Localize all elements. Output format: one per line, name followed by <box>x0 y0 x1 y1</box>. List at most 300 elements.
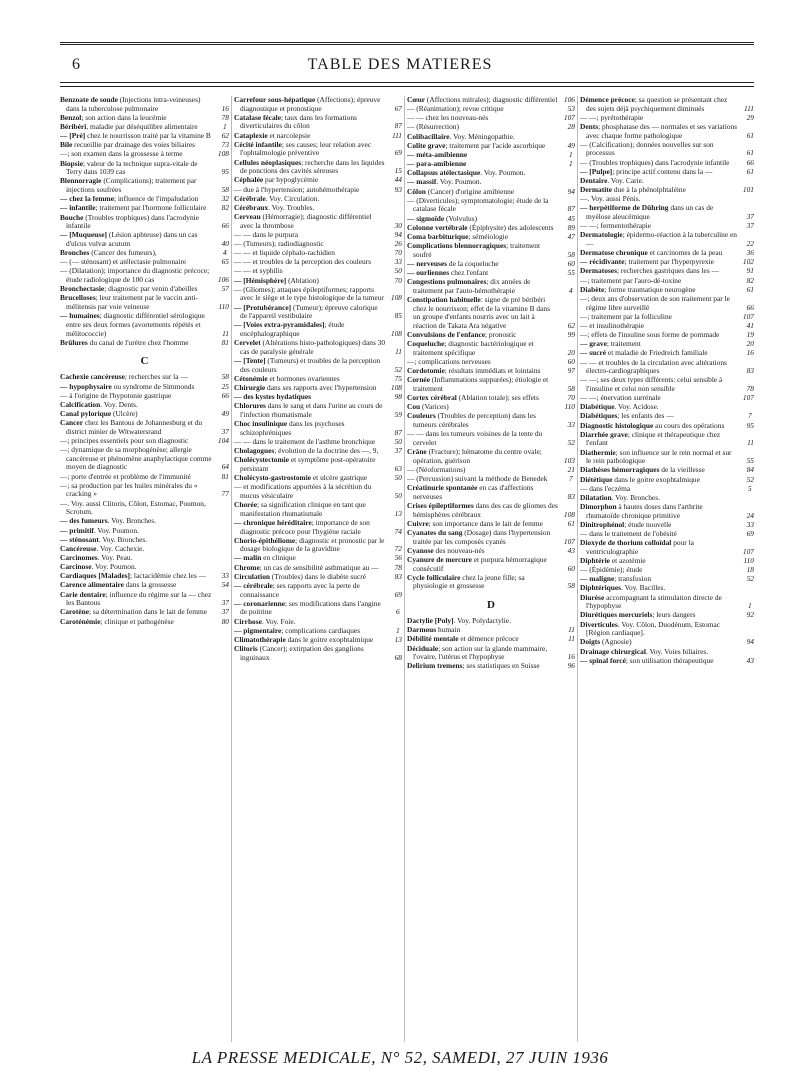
entry-term: Cholécysto-gastrostomie <box>234 473 312 483</box>
entry-page-number: 61 <box>746 130 754 140</box>
entry-text: . Voy. Dents. <box>100 399 138 409</box>
entry-term: Diabétiques <box>580 411 618 421</box>
entry-term: — maligne <box>580 574 615 584</box>
entry-term: Dermatologie <box>580 230 623 240</box>
entry-text: et maladie de Friedreich familiale <box>606 348 708 358</box>
entry-term: Côlon <box>407 186 426 196</box>
entry-text: —. Voy. aussi Clitoris, Côlon, Estomac, Poumon, Scrotum. <box>60 498 206 517</box>
entry-page-number: 40 <box>221 239 229 248</box>
entry-page-number: 61 <box>746 284 754 294</box>
entry-text: (Lésion aphteuse) dans un cas d'ulcus vulvæ acutum <box>66 230 198 248</box>
index-entry: — (Percussion) suivant la méthode de Benedek 7 <box>407 474 573 484</box>
entry-term: — [Muqueuse] <box>60 230 108 240</box>
index-entry: — dans l'eczéma 5 <box>580 483 752 493</box>
entry-text: . Voy. Foie. <box>261 616 296 626</box>
entry-text: ; phosphatase des — normales et ses variations avec chaque forme pathologique <box>586 121 738 140</box>
entry-term: Dinitrophénol <box>580 519 625 529</box>
entry-text: —; traitement par l'auro-dé-toxine <box>580 275 682 285</box>
entry-page-number: 54 <box>221 580 229 590</box>
entry-term: Chorio-épithéliome <box>234 535 296 545</box>
entry-page-number: 61 <box>567 518 575 528</box>
entry-term: Cycle folliculaire <box>407 572 461 582</box>
entry-term: Carcinose <box>60 562 92 572</box>
entry-text: — (— sténosant) et atélectasie pulmonaire <box>60 257 187 267</box>
entry-term: Brucelloses <box>60 293 96 303</box>
entry-term: Dermatite <box>580 185 613 195</box>
entry-text: . Voy. Cachexie. <box>96 543 145 553</box>
entry-text: — —; fermentothérapie <box>580 221 652 231</box>
entry-term: Cordotomie <box>407 366 445 376</box>
entry-page-number: 52 <box>746 574 754 584</box>
entry-text: — à l'origine de l'hypotonie gastrique <box>60 390 172 400</box>
entry-text: —; deux ans d'observation de son traitement par le régime libre surveillé <box>580 293 730 312</box>
entry-text: ; ses modifications dans l'angine de poitrine <box>240 598 381 617</box>
entry-text: — —; énervation surrénale <box>580 393 661 403</box>
column-divider <box>577 96 578 1042</box>
entry-text: ; recherche dans les liquides de ponctions des cavités séreuses <box>240 157 385 176</box>
index-entry: Bronches (Cancer des fumeurs), 4 <box>60 248 227 258</box>
entry-term: Collapsus atélectasique <box>407 168 481 178</box>
entry-term: — para-amibienne <box>407 159 467 169</box>
entry-page-number: 80 <box>221 616 229 626</box>
entry-text: —. Voy. aussi Pénis. <box>580 194 641 204</box>
entry-text: — — et troubles de la circulation avec altérations électro-cardiographiques <box>580 357 727 376</box>
entry-text: — (Dilatation); importance du diagnostic précoce; étude radiologique de 100 cas <box>60 266 210 285</box>
entry-text: (Épiphysite) des adolescents <box>467 222 554 232</box>
entry-text: ; épidermo-réaction à la tuberculine en — <box>586 230 737 248</box>
entry-term: Céphalée <box>234 175 264 185</box>
entry-text: . Voy. Poumon. <box>91 562 137 572</box>
entry-text: ; un cas de sensibilité asthmatique au — <box>259 562 379 572</box>
entry-text: . Voy. Côlon, Duodénum, Estomac [Région cardiaque]. <box>586 619 721 638</box>
entry-page-number: 60 <box>567 563 575 573</box>
entry-text: — dans le traitement de l'obésité <box>580 529 677 538</box>
index-entry: — pigmentaire; complications cardiaques 1 <box>234 625 400 635</box>
entry-page-number: 84 <box>746 465 754 475</box>
entry-term: Dioxyde de thorium colloïdal <box>580 538 672 548</box>
entry-page-number: 66 <box>746 302 754 312</box>
entry-term: Débilité mentale <box>407 634 459 644</box>
entry-page-number: 107 <box>563 536 575 546</box>
page-number: 6 <box>72 56 80 73</box>
entry-text: chez l'enfant <box>449 267 489 277</box>
entry-text: et carcinomes de la peau <box>647 248 723 258</box>
entry-page-number: 45 <box>567 213 575 223</box>
entry-text: (Tumeur); épreuve calorique de l'appareil vestibulaire <box>240 302 378 321</box>
entry-text: ; diagnostic par venin d'abeilles <box>104 284 198 294</box>
entry-text: ; recherches gastriques dans les — <box>616 266 719 276</box>
entry-text: du canal de l'urètre chez l'homme <box>87 337 189 347</box>
entry-text: — — et liquide céphalo-rachidien <box>234 248 335 258</box>
index-entry <box>407 662 575 671</box>
index-entry <box>60 500 229 517</box>
entry-text: — (Gliomes); attaques épileptiformes; rapports avec le siège et le type histologique de la tumeur <box>234 284 384 303</box>
entry-page-number: 58 <box>567 249 575 259</box>
entry-text: ; principe actif contenu dans la — <box>612 166 713 176</box>
index-entry: — méta-amibienne 1 <box>407 149 573 159</box>
entry-text: chez le nourrisson traité par la vitamine B <box>85 131 211 141</box>
index-entry <box>234 357 402 374</box>
index-entry <box>60 177 229 194</box>
entry-text: . Voy. Méningopathie. <box>449 131 515 141</box>
entry-page-number: 78 <box>746 384 754 393</box>
entry-text: (Altérations histo-pathologiques) dans 30 cas de paralysie générale <box>240 338 386 356</box>
entry-page-number: 62 <box>567 320 575 330</box>
entry-text: ; diagnostic bactériologique et traitement spécifique <box>413 339 534 357</box>
index-entry <box>580 141 754 158</box>
entry-term: Bronches <box>60 248 90 258</box>
entry-text: ; forme traumatique neurogène <box>604 284 696 294</box>
entry-text: ; traitement par l'hyperpyrexie <box>624 257 714 267</box>
index-entry <box>407 340 575 357</box>
entry-text: ; influence du régime sur la — chez les Bantous <box>66 589 212 608</box>
entry-page-number: 60 <box>567 357 575 367</box>
entry-text: des nouveau-nés <box>433 545 485 555</box>
entry-page-number: 29 <box>746 112 754 122</box>
entry-term: Doigts <box>580 637 601 647</box>
entry-text: — —; ses deux types différents: celui sensible à l'insuline et celui non sensible <box>580 375 723 393</box>
entry-page-number: 37 <box>394 446 402 456</box>
entry-page-number: 69 <box>394 589 402 599</box>
entry-term: Cuivre <box>407 518 429 528</box>
entry-text: —; principes essentiels pour son diagnostic <box>60 435 189 445</box>
journal-footer <box>0 1048 800 1068</box>
entry-term: Benzol <box>60 112 82 122</box>
entry-text: ; les enfants des — <box>617 411 674 421</box>
entry-text: ; son action sur la glande mammaire, l'ovaire, l'utérus et l'hypophyse <box>413 643 548 662</box>
entry-text: ; séméiologie <box>468 231 509 241</box>
entry-term: Diurétiques mercuriels <box>580 610 653 620</box>
entry-page-number: 78 <box>221 112 229 122</box>
entry-term: Cyanure de mercure <box>407 554 472 564</box>
section-letter: C <box>140 355 149 368</box>
entry-page-number: 59 <box>394 409 402 419</box>
entry-page-number: 58 <box>567 384 575 393</box>
index-entry <box>407 502 575 519</box>
index-entry: Béribéri, maladie par déséquilibre alimentaire 1 <box>60 121 227 131</box>
entry-text: —; sa production par les huiles minérales du « cracking » <box>60 480 198 499</box>
entry-text: (Volvulus) <box>444 213 478 223</box>
entry-page-number: 41 <box>746 320 754 330</box>
entry-text: ; sa détermination dans le lait de femme <box>89 607 208 617</box>
index-entry: Diabétiques; les enfants des — 7 <box>580 411 752 421</box>
entry-text: ; pronostic <box>485 330 517 340</box>
entry-term: — des fumeurs <box>60 516 108 526</box>
entry-page-number: 26 <box>394 239 402 248</box>
entry-term: — sucré <box>580 348 607 358</box>
entry-text: —; effets de l'insuline sous forme de pommade <box>580 330 720 340</box>
entry-page-number: 106 <box>217 275 229 285</box>
entry-page-number: 32 <box>221 194 229 204</box>
entry-term: Cancer <box>60 418 83 428</box>
entry-term: — herpétiforme de Dühring <box>580 203 669 213</box>
entry-page-number: 108 <box>563 509 575 519</box>
entry-term: Calcification <box>60 399 101 409</box>
entry-text: et symptôme post-opératoire persistant <box>240 455 376 473</box>
entry-text: à hautes doses dans l'arthrite rhumatoïde chronique primitive <box>586 502 703 520</box>
index-entry <box>60 482 229 499</box>
entry-page-number: 67 <box>394 103 402 113</box>
entry-text: ; taux dans les formations diverticulaires du côlon <box>240 112 357 131</box>
entry-term: Circulation <box>234 571 270 581</box>
entry-term: Cardiaques [Malades] <box>60 571 131 581</box>
entry-text: pour la ventriculographie <box>586 538 694 556</box>
entry-text: en clinique <box>261 553 296 563</box>
entry-page-number: 37 <box>221 607 229 617</box>
entry-text: (Inflammations suppurées); étiologie et traitement <box>413 375 549 393</box>
entry-term: Diabète <box>580 284 605 294</box>
entry-term: Cataplexie <box>234 130 268 140</box>
entry-page-number: 95 <box>746 420 754 430</box>
entry-term: — infantile <box>60 203 96 213</box>
entry-text: — (Troubles trophiques) dans l'acrodynie infantile <box>580 157 730 167</box>
entry-term: — hypophysaire <box>60 381 112 391</box>
index-entry <box>60 96 229 113</box>
entry-text: dans un cas de myélose aleucémique <box>586 203 714 222</box>
entry-text: due à la phénolphtaléine <box>612 185 686 195</box>
entry-text: ; recherches sur la — <box>124 372 188 382</box>
entry-text: et azotémie <box>609 555 646 565</box>
entry-page-number: 33 <box>221 571 229 581</box>
entry-page-number: 66 <box>221 390 229 400</box>
entry-text: de la coqueluche <box>447 258 499 268</box>
entry-page-number: 70 <box>394 248 402 258</box>
entry-page-number: 97 <box>567 366 575 376</box>
entry-page-number: 57 <box>221 284 229 294</box>
entry-text: ; ses causes; leur relation avec l'ophtalmologie préventive <box>240 139 372 158</box>
entry-page-number: 92 <box>746 610 754 620</box>
entry-text: accompagnant la stimulation directe de l'hypophyse <box>586 592 722 611</box>
entry-page-number: 52 <box>746 474 754 484</box>
entry-text: ; son action dans la leucémie <box>81 112 167 122</box>
entry-page-number: 110 <box>743 555 754 565</box>
entry-term: Catalase fécale <box>234 112 281 122</box>
entry-page-number: 77 <box>221 489 229 499</box>
entry-text: par hypoglycémie <box>263 175 319 185</box>
entry-term: Diphtériques <box>580 583 622 593</box>
index-columns <box>60 96 754 1042</box>
entry-term: Carrefour sous-hépatique <box>234 96 316 104</box>
entry-text: — — et troubles de la perception des couleurs <box>234 257 372 267</box>
entry-page-number: 49 <box>221 409 229 418</box>
index-entry <box>580 295 754 312</box>
entry-term: Benzoate de soude <box>60 96 118 104</box>
entry-term: Cétonémie <box>234 373 268 383</box>
entry-term: Canal pylorique <box>60 409 112 418</box>
entry-term: — chronique héréditaire <box>234 517 312 527</box>
index-entry <box>234 501 402 518</box>
entry-page-number: 49 <box>567 140 575 150</box>
entry-page-number: 69 <box>746 529 754 538</box>
entry-text: humain <box>436 625 461 635</box>
entry-text: ; diagnostic différentiel sérologique entre ses deux formes (avortements répétés et mélitococcie) <box>66 311 205 338</box>
entry-term: Cœur <box>407 96 426 104</box>
entry-text: — (Percussion) suivant la méthode de Benedek <box>407 474 548 484</box>
entry-text: — (Résurrection) <box>407 122 459 132</box>
entry-term: — [Hémisphère] <box>234 275 287 285</box>
index-entry <box>234 483 402 500</box>
entry-text: —; son examen dans la grossesse à terme <box>60 149 183 159</box>
entry-page-number: 69 <box>394 148 402 158</box>
entry-term: Cérébrale <box>234 193 266 203</box>
entry-text: — —; pyrétothérapie <box>580 112 644 122</box>
entry-term: Congestions pulmonaires <box>407 277 487 287</box>
entry-text: —; porte d'entrée et problème de l'immunité <box>60 471 191 481</box>
entry-term: Dermatoses <box>580 266 617 276</box>
entry-page-number: 91 <box>746 266 754 276</box>
entry-page-number: 37 <box>221 598 229 608</box>
entry-page-number: 110 <box>564 402 575 412</box>
entry-term: Diurèse <box>580 592 605 602</box>
entry-text: ; leurs dangers <box>652 610 696 620</box>
header-rule <box>60 82 754 83</box>
entry-page-number: 81 <box>221 471 229 481</box>
index-entry <box>407 448 575 465</box>
entry-term: Carence alimentaire <box>60 580 124 590</box>
entry-page-number: 18 <box>746 565 754 575</box>
entry-term: — [Protubérance] <box>234 302 292 312</box>
index-entry <box>407 296 575 331</box>
entry-term: — primitif <box>60 525 94 535</box>
entry-term: Cholécystectomie <box>234 455 289 465</box>
entry-text: ; valeur de la technique supra-vitale de Terry dans 1039 cas <box>66 158 198 177</box>
entry-term: Diathermie <box>580 447 616 457</box>
entry-text: . Voy. Poumon. <box>480 168 526 178</box>
entry-page-number: 96 <box>567 661 575 671</box>
top-double-rule <box>60 42 754 45</box>
entry-term: Cornée <box>407 375 430 385</box>
entry-page-number: 70 <box>394 275 402 285</box>
index-entry <box>580 204 754 221</box>
entry-term: — massif <box>407 177 437 187</box>
entry-term: — sténosant <box>60 534 99 544</box>
entry-text: — — et syphilis <box>234 266 283 276</box>
entry-text: (Complications); traitement par injections soufrées <box>66 176 197 195</box>
entry-term: Diphtérie <box>580 555 610 565</box>
entry-page-number: 107 <box>563 113 575 123</box>
entry-page-number: 11 <box>568 625 575 635</box>
index-entry <box>234 339 402 356</box>
entry-text: . Voy. Poumon. <box>436 177 482 187</box>
index-entry <box>580 449 754 466</box>
entry-text: dans le goitre exophtalmique <box>285 634 374 644</box>
entry-term: — spinal forcé <box>580 655 626 665</box>
entry-page-number: 87 <box>567 204 575 214</box>
entry-term: — [Voies extra-pyramidales] <box>234 320 325 330</box>
entry-text: ; clinique et thérapeutique chez l'enfant <box>586 429 721 448</box>
entry-term: Bile <box>60 140 73 150</box>
entry-term: Crâne <box>407 447 427 457</box>
entry-page-number: 33 <box>567 420 575 430</box>
index-entry <box>580 231 754 248</box>
entry-term: Colibacillaire <box>407 131 450 141</box>
entry-page-number: 22 <box>746 239 754 248</box>
entry-text: au cours des opérations <box>653 420 725 430</box>
entry-term: Cortex cérébral <box>407 393 457 403</box>
entry-term: Chrome <box>234 562 260 572</box>
entry-page-number: 83 <box>746 366 754 376</box>
entry-text: chez la jeune fille; sa physiologie et grossesse <box>413 572 525 591</box>
entry-term: Démence précoce <box>580 96 635 104</box>
entry-text: . Voy. Troubles. <box>268 202 315 212</box>
entry-page-number: 108 <box>217 149 229 159</box>
index-entry <box>580 431 754 448</box>
entry-page-number: 61 <box>746 148 754 158</box>
entry-text: . Voy. Voies biliaires. <box>645 646 709 656</box>
entry-text: — due à l'hypertension; autohémothérapie <box>234 184 360 194</box>
entry-text: (Affections); épreuve diagnostique et pronostique <box>240 96 381 113</box>
entry-term: — [Pré] <box>60 131 86 141</box>
entry-term: Dilatation <box>580 492 612 502</box>
entry-term: Brûlures <box>60 337 88 347</box>
entry-page-number: 111 <box>392 130 402 140</box>
index-entry: — para-amibienne 1 <box>407 159 573 169</box>
entry-text: (Tumeurs) et troubles de la perception des couleurs <box>240 356 381 374</box>
entry-page-number: 111 <box>744 103 754 113</box>
entry-text: ; son utilisation thérapeutique <box>625 655 714 665</box>
entry-text: ou syndrome de Simmonds <box>111 381 195 391</box>
entry-text: dans le sang et dans l'urine au cours de l'infection rhumatismale <box>240 401 383 419</box>
entry-text: (Cancer); extirpation des ganglions inguinaux <box>240 644 364 662</box>
section-letter: D <box>487 599 495 612</box>
entry-text: ; diagnostic et pronostic par le dosage biologique de la gravidine <box>240 535 385 554</box>
entry-page-number: 102 <box>742 257 754 267</box>
entry-text: ; leur traitement par le vaccin anti-mélitensis par voie veineuse <box>66 293 198 312</box>
entry-text: ; clinique et pathogénèse <box>100 616 174 626</box>
entry-term: Cholagogues <box>234 446 275 456</box>
entry-page-number: 107 <box>742 311 754 321</box>
header-rule-lower <box>60 86 754 87</box>
entry-term: — méta-amibienne <box>407 149 468 159</box>
entry-term: — malin <box>234 553 262 563</box>
entry-page-number: 36 <box>746 248 754 258</box>
index-entry <box>407 376 575 393</box>
entry-term: Colonne vertébrale <box>407 222 468 232</box>
index-entry <box>234 402 402 419</box>
entry-term: Dactylie [Poly] <box>407 616 454 626</box>
index-entry <box>407 645 575 662</box>
entry-page-number: 72 <box>394 544 402 554</box>
entry-page-number: 62 <box>221 131 229 141</box>
entry-term: Choc insulinique <box>234 419 288 429</box>
entry-page-number: 58 <box>221 372 229 382</box>
entry-page-number: 107 <box>742 393 754 403</box>
entry-text: — — chez les nouveau-nés <box>407 113 489 123</box>
entry-term: Clitoris <box>234 644 258 654</box>
index-entry <box>407 412 575 429</box>
entry-text: et hormones ovariennes <box>267 373 340 383</box>
entry-text: ; évolution de la doctrine des —, 9, <box>274 446 379 456</box>
entry-text: dans les psychoses schizophréniques <box>240 419 345 437</box>
entry-page-number: 25 <box>221 381 229 391</box>
entry-text: ; étude encéphalographique <box>240 320 345 339</box>
index-entry <box>234 519 402 536</box>
entry-term: — grave <box>580 339 607 349</box>
entry-page-number: 43 <box>567 545 575 555</box>
entry-term: Crises épileptiformes <box>407 501 474 511</box>
entry-page-number: 37 <box>746 212 754 222</box>
entry-page-number: 44 <box>394 175 402 185</box>
entry-page-number: 33 <box>394 257 402 267</box>
index-entry <box>580 621 754 638</box>
index-entry <box>234 537 402 554</box>
entry-page-number: 74 <box>394 526 402 536</box>
entry-page-number: 104 <box>217 435 229 445</box>
entry-term: Delirium tremens <box>407 661 463 671</box>
index-entry <box>234 159 402 176</box>
entry-page-number: 53 <box>567 104 575 114</box>
entry-term: Diarrhée grave <box>580 429 628 439</box>
